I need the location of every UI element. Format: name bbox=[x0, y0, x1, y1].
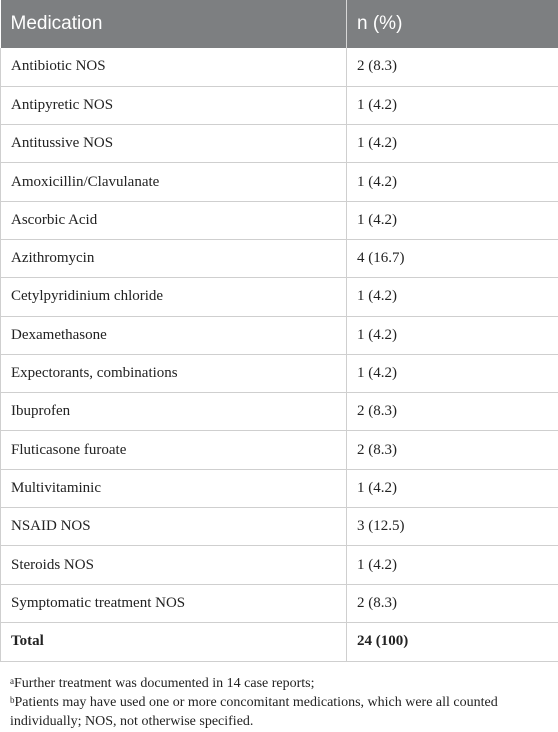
table-row bbox=[1, 239, 558, 277]
footnote-b-mark: b bbox=[10, 695, 15, 705]
medication-cell: Antitussive NOS bbox=[1, 125, 347, 163]
n-percent-cell: 1 (4.2) bbox=[347, 469, 558, 507]
medication-cell: Antibiotic NOS bbox=[1, 48, 347, 86]
medication-cell: NSAID NOS bbox=[1, 508, 347, 546]
table-row bbox=[1, 393, 558, 431]
n-percent-cell: 3 (12.5) bbox=[347, 508, 558, 546]
n-percent-cell: 1 (4.2) bbox=[347, 201, 558, 239]
table-row bbox=[1, 316, 558, 354]
n-percent-cell: 4 (16.7) bbox=[347, 239, 558, 277]
table-row bbox=[1, 431, 558, 469]
footnote-b-text: Patients may have used one or more concomitant medications, which were all counted individually; NOS, not otherwise specified. bbox=[10, 695, 498, 729]
n-percent-cell: 1 (4.2) bbox=[347, 354, 558, 392]
table-row bbox=[1, 163, 558, 201]
table-row bbox=[1, 48, 558, 86]
table-body bbox=[1, 48, 558, 661]
table-row bbox=[1, 546, 558, 584]
n-percent-cell: 2 (8.3) bbox=[347, 48, 558, 86]
table-footnotes bbox=[10, 674, 550, 731]
total-label: Total bbox=[1, 622, 347, 661]
medication-cell: Symptomatic treatment NOS bbox=[1, 584, 347, 622]
table-row bbox=[1, 201, 558, 239]
n-percent-cell: 2 (8.3) bbox=[347, 393, 558, 431]
table-header-row bbox=[1, 0, 558, 48]
table-row bbox=[1, 508, 558, 546]
column-header-n-percent: n (%) bbox=[347, 0, 558, 48]
n-percent-cell: 1 (4.2) bbox=[347, 316, 558, 354]
total-value: 24 (100) bbox=[347, 622, 558, 661]
total-row bbox=[1, 622, 558, 661]
medication-cell: Ibuprofen bbox=[1, 393, 347, 431]
medication-cell: Steroids NOS bbox=[1, 546, 347, 584]
footnote-a-text: Further treatment was documented in 14 case reports; bbox=[14, 676, 315, 691]
n-percent-cell: 1 (4.2) bbox=[347, 125, 558, 163]
medication-cell: Amoxicillin/Clavulanate bbox=[1, 163, 347, 201]
n-percent-cell: 1 (4.2) bbox=[347, 546, 558, 584]
footnote-b bbox=[10, 693, 550, 731]
medication-cell: Ascorbic Acid bbox=[1, 201, 347, 239]
table-row bbox=[1, 86, 558, 124]
medication-cell: Fluticasone furoate bbox=[1, 431, 347, 469]
table-row bbox=[1, 584, 558, 622]
n-percent-cell: 1 (4.2) bbox=[347, 163, 558, 201]
medication-cell: Antipyretic NOS bbox=[1, 86, 347, 124]
n-percent-cell: 2 (8.3) bbox=[347, 584, 558, 622]
medication-cell: Multivitaminic bbox=[1, 469, 347, 507]
column-header-medication: Medication bbox=[1, 0, 347, 48]
footnote-a-mark: a bbox=[10, 676, 14, 686]
table-row bbox=[1, 125, 558, 163]
n-percent-cell: 1 (4.2) bbox=[347, 278, 558, 316]
footnote-a bbox=[10, 674, 550, 693]
medication-cell: Cetylpyridinium chloride bbox=[1, 278, 347, 316]
table-row bbox=[1, 354, 558, 392]
n-percent-cell: 1 (4.2) bbox=[347, 86, 558, 124]
n-percent-cell: 2 (8.3) bbox=[347, 431, 558, 469]
medication-cell: Expectorants, combinations bbox=[1, 354, 347, 392]
table-row bbox=[1, 278, 558, 316]
medication-cell: Azithromycin bbox=[1, 239, 347, 277]
table-row bbox=[1, 469, 558, 507]
medication-cell: Dexamethasone bbox=[1, 316, 347, 354]
